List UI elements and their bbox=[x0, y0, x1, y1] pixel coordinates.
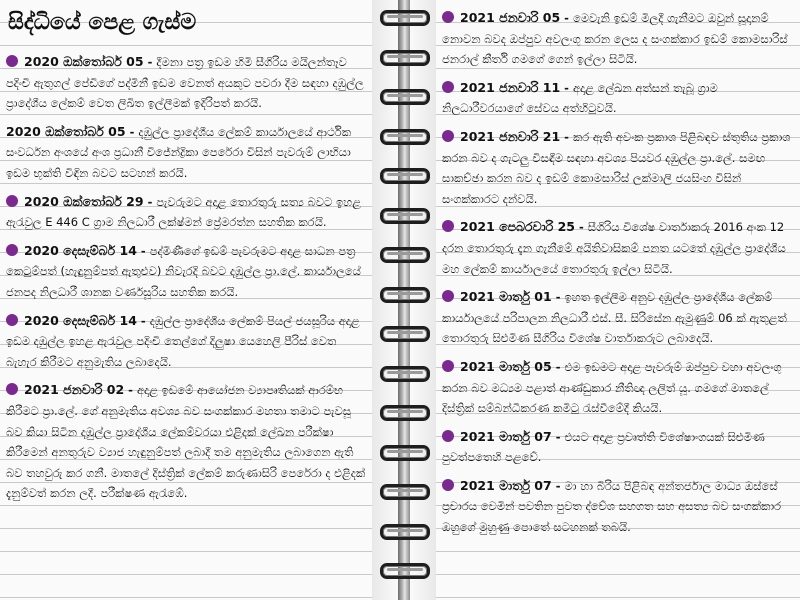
bullet-dot-icon bbox=[442, 360, 454, 372]
binding-ring bbox=[380, 50, 430, 66]
bullet-dot-icon bbox=[442, 479, 454, 491]
timeline-entry: 2021 ජනවාරි 02 - අදාළ ඉඩමේ ආයෝජන ව්‍යාපෘතියක් ආරම්භ කිරීමට ප්‍රා.ලේ. ගේ අනුමැතිය අවශ්‍ය බව සංගක්කාර මහතා තමාට පැවසූ බව කියා සිටින දඹුල්ල ප්‍රාදේශීය ලේකම්වරයා එළිදක්‍ ලේඛන පරීක්ෂා කිරීමෙන් අනතුරුව ව්‍යාජ හැඳුනුම්පත් ලබාදී තම අනුමැතිය ලබාගෙන ඇති බව තහවුරු කර ගනී. මාතලේ දිස්ත්‍රික් ලේකම් කරුණාසිරි පෙරේරා ද එළිදක්‍ දැනුම්වත් කරන ලදී. පරීක්ෂණ ඇරැඹේ. bbox=[6, 382, 366, 501]
bullet-dot-icon bbox=[6, 55, 18, 67]
binding-ring bbox=[380, 287, 430, 303]
timeline-entry: 2020 ඔක්තෝබර් 29 - පැවරුමට අදාළ තොරතුරු සත්‍ය බවට ඉහළ ඇරැවුල E 446 C ග්‍රාම නිලධාරී ලක්ෂ්මන් ප්‍රේමරත්න සහතික කරයි. bbox=[6, 193, 361, 230]
timeline-entry: 2021 ජනවාරි 05 - මෙවැනි ඉඩම් මිලදී ගැනීමට ඔවුන් සූදානම් නොවන බවද ඔප්පුව අවලංගු කරන ලෙස ද සංගක්කාර ඉඩම් කොමසාරිස් ජනරාල් කීර්ති ගමගේ ගෙන් ඉල්ලා සිටියි. bbox=[442, 10, 788, 67]
entry-text: දඹුල්ල ප්‍රාදේශීය ලේකම් පියල් ජයසූරිය අදාළ ඉඩම දඹුල්ල ඉහළ ඇරැවුල පදිංචි තෙල්ගේ දිලුෂා යෙහෙලි පීරිස් වෙත බැහැර කිරීමට අනුමැතිය ලබාදෙයි. bbox=[6, 313, 360, 369]
entry-date: 2020 දෙසැම්බර් 14 bbox=[24, 242, 137, 258]
binding-ring bbox=[380, 445, 430, 461]
entry-date: 2021 පෙබරවාරි 25 bbox=[460, 219, 576, 235]
entry-date: 2021 ජනවාරි 02 bbox=[24, 382, 125, 398]
page-heading: සිද්ධියේ පෙළ ගැස්ම bbox=[8, 10, 197, 35]
binding-ring bbox=[380, 89, 430, 105]
bullet-dot-icon bbox=[442, 11, 454, 23]
timeline-entry: 2020 ඔක්තෝබර් 05 - දීමනා පත්‍ර ඉඩම හිමි සීගිරිය මයිලන්තෑව පදිංචි ඇතුගල් පේඩිගේ පද්මිනී ඉඩම වෙනත් අයකුට පවරා දීම සඳහා දඹුල්ල ප්‍රාදේශීය ලේකම් වෙත ලිඛිත ඉල්ලීමක් ඉදිරිපත් කරයි. bbox=[6, 54, 364, 111]
timeline-entry: 2021 මාර්තු 05 - එම ඉඩමට අදාළ පැවරුම් ඔප්පුව වහා අවලංගු කරන බව මධ්‍යම පළාත් ආණ්ඩුකාර නීතිඥ ලලිත් යූ. ගමගේ මාතලේ දිස්ත්‍රික් සම්බන්ධීකරණ කමිටු රැස්වීමේදී කියයි. bbox=[442, 358, 782, 416]
binding-ring bbox=[380, 168, 430, 184]
entry-text: මා හා බිරිය පිළිබඳ අන්තර්ජාල මාධ්‍ය ඔස්සේ ප්‍රචාරය වෙමින් පවතින පුවත ද්වේශ සහගත සහ අසත්‍ය බව සංගක්කාර ඔහුගේ මුහුණු පොතේ සටහනක් තබයි. bbox=[442, 478, 782, 535]
timeline-entry: 2021 මාර්තු 07 - එයට අදාළ ප්‍රවෘත්ති විශේෂාංගයක් සිළුමිණ පුවත්පතෙහි පළවේ. bbox=[442, 428, 765, 465]
entry-text: අදාළ ඉඩමේ ආයෝජන ව්‍යාපෘතියක් ආරම්භ කිරීමට ප්‍රා.ලේ. ගේ අනුමැතිය අවශ්‍ය බව සංගක්කාර මහතා තමාට පැවසූ බව කියා සිටින දඹුල්ල ප්‍රාදේශීය ලේකම්වරයා එළිදක්‍ ලේඛන පරීක්ෂා කිරීමෙන් අනතුරුව ව්‍යාජ හැඳුනුම්පත් ලබාදී තම අනුමැතිය ලබාගෙන ඇති බව තහවුරු කර ගනී. මාතලේ දිස්ත්‍රික් ලේකම් කරුණාසිරි පෙරේරා ද එළිදක්‍ දැනුම්වත් කරන ලදී. පරීක්ෂණ ඇරැඹේ. bbox=[6, 383, 366, 501]
bullet-dot-icon bbox=[6, 314, 18, 326]
bullet-dot-icon bbox=[442, 81, 454, 93]
bullet-dot-icon bbox=[442, 430, 454, 442]
entry-date: 2021 මාර්තු 07 bbox=[460, 428, 552, 444]
entry-date: 2021 මාර්තු 01 bbox=[460, 289, 552, 305]
bullet-dot-icon bbox=[6, 244, 18, 256]
entry-text: අදාළ ලේඛන අත්සන් තැබූ ග්‍රාම නිලධාරීවරයාගේ සේවය අත්හිටුවයි. bbox=[442, 80, 718, 116]
bullet-dot-icon bbox=[442, 290, 454, 302]
timeline-entry: 2021 ජනවාරි 11 - අදාළ ලේඛන අත්සන් තැබූ ග්‍රාම නිලධාරීවරයාගේ සේවය අත්හිටුවයි. bbox=[442, 79, 718, 116]
binding-ring bbox=[380, 524, 430, 540]
binding-ring bbox=[380, 326, 430, 342]
entry-date: 2021 ජනවාරි 21 bbox=[460, 128, 561, 144]
binding-ring bbox=[380, 208, 430, 224]
entry-text: එම ඉඩමට අදාළ පැවරුම් ඔප්පුව වහා අවලංගු කරන බව මධ්‍යම පළාත් ආණ්ඩුකාර නීතිඥ ලලිත් යූ. ගමගේ මාතලේ දිස්ත්‍රික් සම්බන්ධීකරණ කමිටු රැස්වීමේදී කියයි. bbox=[442, 359, 782, 416]
entry-text: දීමනා පත්‍ර ඉඩම හිමි සීගිරිය මයිලන්තෑව පදිංචි ඇතුගල් පේඩිගේ පද්මිනී ඉඩම වෙනත් අයකුට පවරා දීම සඳහා දඹුල්ල ප්‍රාදේශීය ලේකම් වෙත ලිඛිත ඉල්ලීමක් ඉදිරිපත් කරයි. bbox=[6, 55, 364, 111]
entry-date: 2021 මාර්තු 05 bbox=[460, 358, 552, 374]
bullet-dot-icon bbox=[6, 195, 18, 207]
entry-text: ඉහත ඉල්ලීම අනුව දඹුල්ල ප්‍රාදේශීය ලේකම් කාර්යාලයේ පරිපාලන නිලධාරී එස්. සී. සිරිසේන ඇමුණුම් 06 ක් ඇතුළත් තොරතුරු සිළුමිණ සීගිරිය විශේෂ වාර්තාකරුට ලබාදෙයි. bbox=[442, 290, 787, 346]
bullet-dot-icon bbox=[442, 220, 454, 232]
entry-text: සීගිරිය විශේෂ වාර්තාකරු 2016 අංක 12 දරන තොරතුරු දැන ගැනීමේ අයිතිවාසිකම් පනත යටතේ දඹුල්ල ප්‍රාදේශීය මහ ලේකම් කාර්යාලයේ තොරතුරු ඉල්ලා සිටියි. bbox=[442, 220, 786, 276]
binding-ring bbox=[380, 129, 430, 145]
binding-ring bbox=[380, 405, 430, 421]
timeline-entry: 2020 ඔක්තෝබර් 05 - දඹුල්ල ප්‍රාදේශීය ලේකම් කාර්යාලයේ ආර්ථික සංවර්ධන අංශයේ අංශ ප්‍රධානී විජේන්ද්‍රිකා පෙරේරා විසින් පැවරුම් ලාභියා ඉඩම භුක්ති විඳින බවට සටහන් කරයි. bbox=[6, 123, 352, 180]
entry-text: පද්මිණීගේ ඉඩම් පැවරුමට අදාළ සාධන පත්‍ර කෙටුම්පත් (හැඳුනුම්පත් ඇතුළුව) නිවැරදි බවට දඹුල්ල ප්‍රා.ලේ. කාර්යාලයේ ජනපද නිලධාරී ශානක වර්ණසූරිය සහතික කරයි. bbox=[6, 243, 361, 299]
entry-date: 2020 ඔක්තෝබර් 05 bbox=[6, 123, 126, 139]
entry-date: 2021 මාර්තු 07 bbox=[460, 477, 552, 493]
timeline-entry: 2020 දෙසැම්බර් 14 - පද්මිණීගේ ඉඩම් පැවරුමට අදාළ සාධන පත්‍ර කෙටුම්පත් (හැඳුනුම්පත් ඇතුළුව) නිවැරදි බවට දඹුල්ල ප්‍රා.ලේ. කාර්යාලයේ ජනපද නිලධාරී ශානක වර්ණසූරිය සහතික කරයි. bbox=[6, 242, 361, 299]
binding-ring bbox=[380, 563, 430, 579]
entry-text: දඹුල්ල ප්‍රාදේශීය ලේකම් කාර්යාලයේ ආර්ථික සංවර්ධන අංශයේ අංශ ප්‍රධානී විජේන්ද්‍රිකා පෙරේරා විසින් පැවරුම් ලාභියා ඉඩම භුක්ති විඳින බවට සටහන් කරයි. bbox=[6, 124, 352, 180]
binding-ring bbox=[380, 366, 430, 382]
timeline-entry: 2021 මාර්තු 07 - මා හා බිරිය පිළිබඳ අන්තර්ජාල මාධ්‍ය ඔස්සේ ප්‍රචාරය වෙමින් පවතින පුවත ද්වේශ සහගත සහ අසත්‍ය බව සංගක්කාර ඔහුගේ මුහුණු පොතේ සටහනක් තබයි. bbox=[442, 477, 782, 535]
entry-text: කර ඇති අවංක ප්‍රකාශ පිළිබඳව ස්තුතිය ප්‍රකාශ කරන බව ද ගැටලු විසඳීම සඳහා අවශ්‍ය පියවර දඹුල්ල ප්‍රා.ලේ. සමඟ සාකච්ඡා කරන බව ද ඉඩම් කොමසාරිස් ලක්මාලි ජයසිංහ විසින් සංගක්කාරට දන්වයි. bbox=[442, 129, 791, 206]
entry-date: 2021 ජනවාරි 11 bbox=[460, 79, 561, 95]
entry-date: 2020 ඔක්තෝබර් 29 bbox=[24, 193, 144, 209]
timeline-entry: 2020 දෙසැම්බර් 14 - දඹුල්ල ප්‍රාදේශීය ලේකම් පියල් ජයසූරිය අදාළ ඉඩම දඹුල්ල ඉහළ ඇරැවුල පදිංචි තෙල්ගේ දිලුෂා යෙහෙලි පීරිස් වෙත බැහැර කිරීමට අනුමැතිය ලබාදෙයි. bbox=[6, 312, 360, 369]
binding-ring bbox=[380, 484, 430, 500]
entry-date: 2020 ඔක්තෝබර් 05 bbox=[24, 54, 144, 69]
entry-text: මෙවැනි ඉඩම් මිලදී ගැනීමට ඔවුන් සූදානම් නොවන බවද ඔප්පුව අවලංගු කරන ලෙස ද සංගක්කාර ඉඩම් කොමසාරිස් ජනරාල් කීර්ති ගමගේ ගෙන් ඉල්ලා සිටියි. bbox=[442, 11, 788, 67]
timeline-entry: 2021 ජනවාරි 21 - කර ඇති අවංක ප්‍රකාශ පිළිබඳව ස්තුතිය ප්‍රකාශ කරන බව ද ගැටලු විසඳීම සඳහා අවශ්‍ය පියවර දඹුල්ල ප්‍රා.ලේ. සමඟ සාකච්ඡා කරන බව ද ඉඩම් කොමසාරිස් ලක්මාලි ජයසිංහ විසින් සංගක්කාරට දන්වයි. bbox=[442, 128, 791, 206]
bullet-dot-icon bbox=[6, 383, 18, 395]
entry-text: එයට අදාළ ප්‍රවෘත්ති විශේෂාංගයක් සිළුමිණ පුවත්පතෙහි පළවේ. bbox=[442, 429, 765, 465]
binding-ring bbox=[380, 247, 430, 263]
entry-text: පැවරුමට අදාළ තොරතුරු සත්‍ය බවට ඉහළ ඇරැවුල E 446 C ග්‍රාම නිලධාරී ලක්ෂ්මන් ප්‍රේමරත්න සහතික කරයි. bbox=[6, 194, 361, 230]
timeline-right-column bbox=[442, 8, 796, 546]
timeline-left-column bbox=[6, 52, 366, 512]
binding-ring bbox=[380, 10, 430, 26]
timeline-entry: 2021 පෙබරවාරි 25 - සීගිරිය විශේෂ වාර්තාකරු 2016 අංක 12 දරන තොරතුරු දැන ගැනීමේ අයිතිවාසිකම් පනත යටතේ දඹුල්ල ප්‍රාදේශීය මහ ලේකම් කාර්යාලයේ තොරතුරු ඉල්ලා සිටියි. bbox=[442, 219, 786, 276]
bullet-dot-icon bbox=[442, 130, 454, 142]
timeline-entry: 2021 මාර්තු 01 - ඉහත ඉල්ලීම අනුව දඹුල්ල ප්‍රාදේශීය ලේකම් කාර්යාලයේ පරිපාලන නිලධාරී එස්. සී. සිරිසේන ඇමුණුම් 06 ක් ඇතුළත් තොරතුරු සිළුමිණ සීගිරිය විශේෂ වාර්තාකරුට ලබාදෙයි. bbox=[442, 289, 787, 346]
entry-date: 2021 ජනවාරි 05 bbox=[460, 10, 561, 25]
entry-date: 2020 දෙසැම්බර් 14 bbox=[24, 312, 137, 328]
